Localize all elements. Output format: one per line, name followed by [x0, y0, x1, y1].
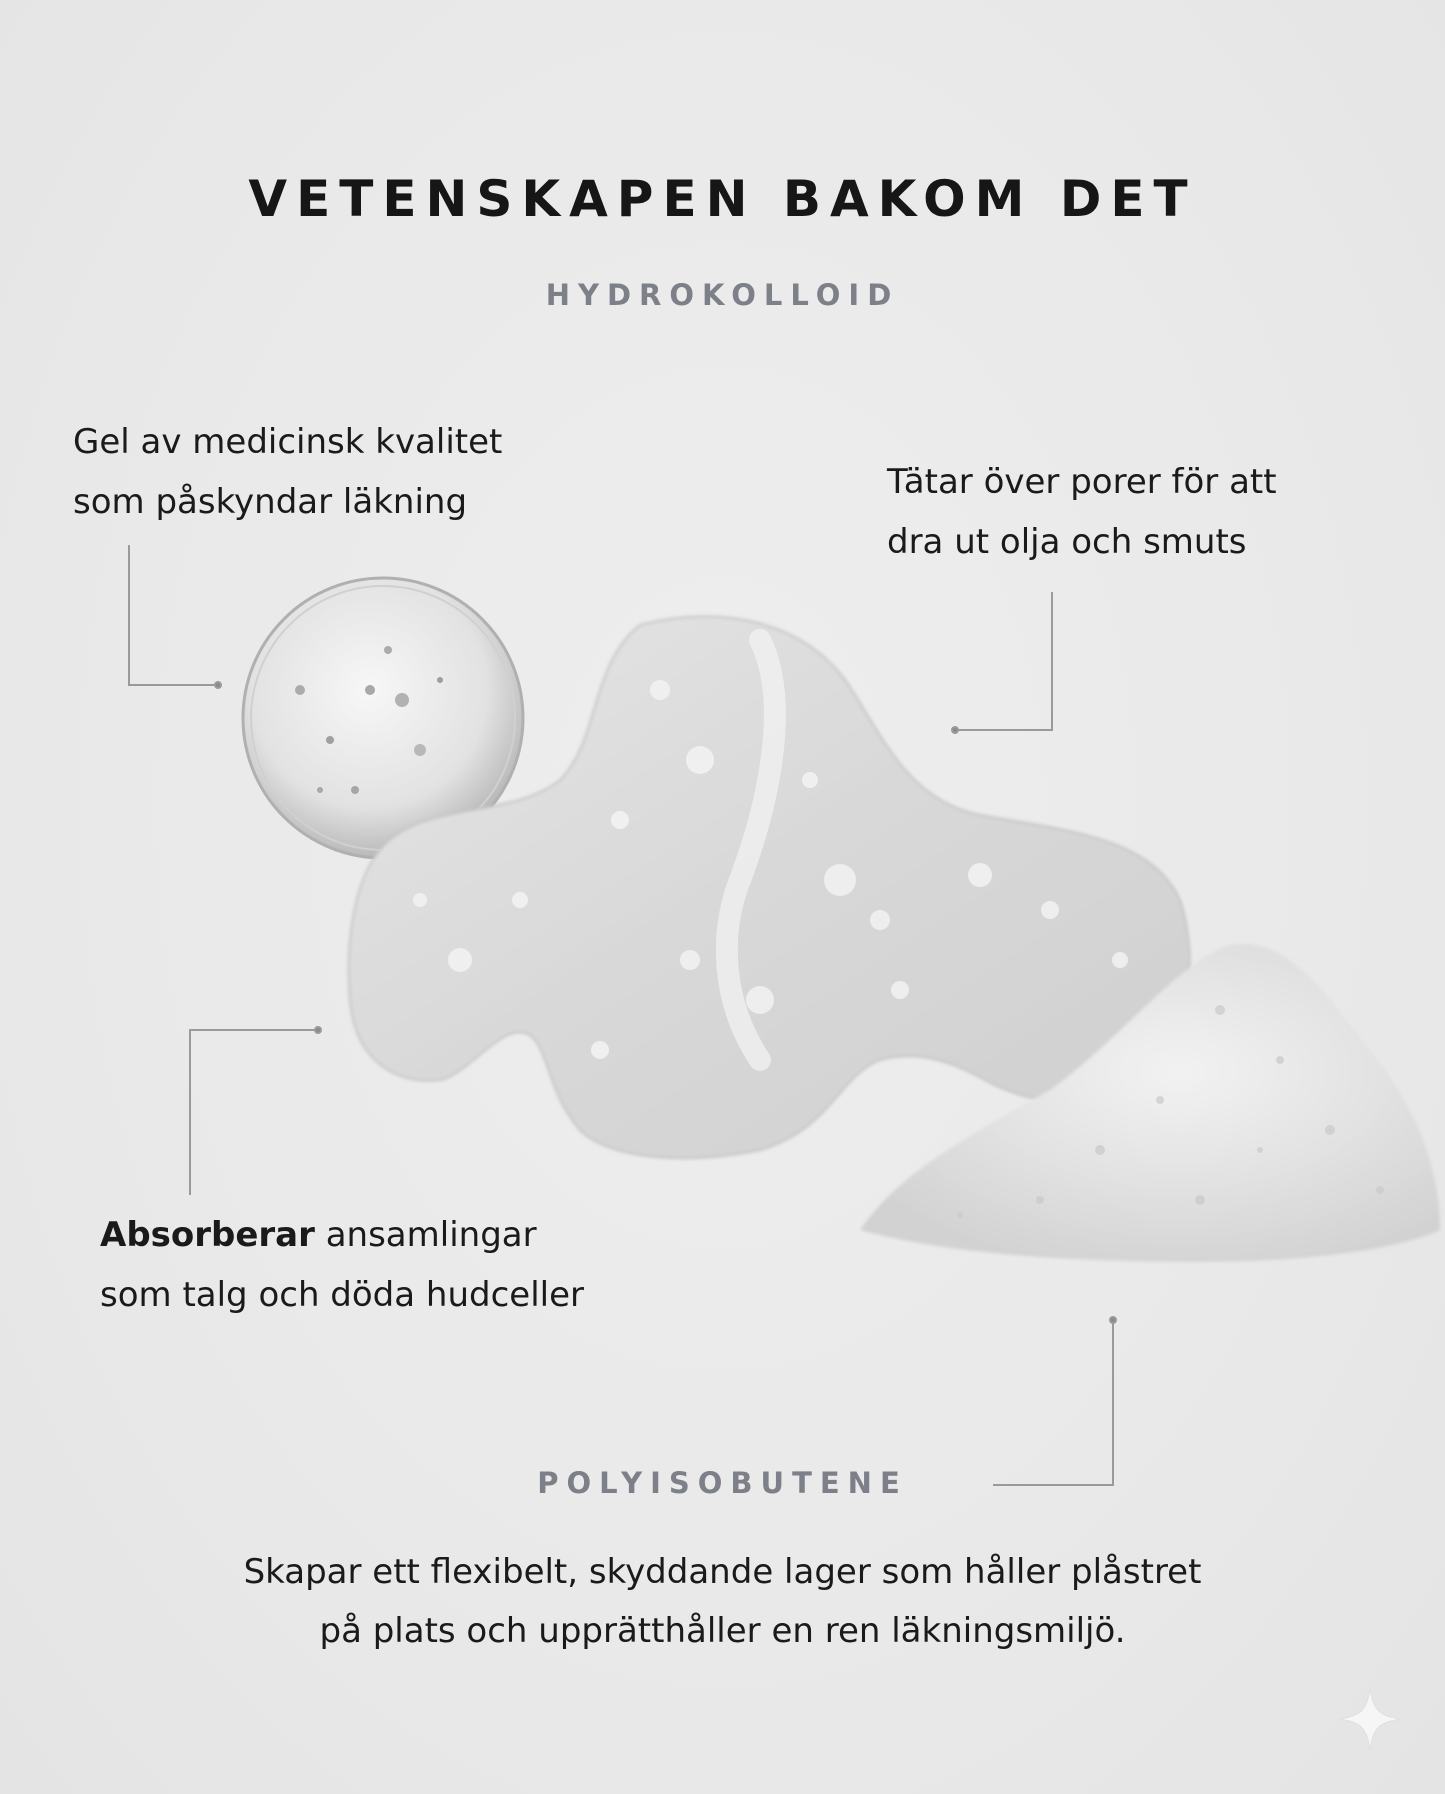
- callout-seal-line1: Tätar över porer för att: [887, 462, 1277, 502]
- callout-absorb-bold: Absorberar: [100, 1215, 315, 1255]
- polyisobutene-description: [0, 1543, 1445, 1661]
- callout-gel-line2: som påskyndar läkning: [73, 482, 468, 522]
- page-title: VETENSKAPEN BAKOM DET: [248, 170, 1197, 228]
- callout-absorb-rest: ansamlingar: [314, 1215, 537, 1255]
- section-label-hydrokolloid: HYDROKOLLOID: [545, 278, 900, 312]
- leader-gel: [129, 545, 218, 685]
- callout-gel-line1: Gel av medicinsk kvalitet: [73, 422, 503, 462]
- description-line2: på plats och upprätthåller en ren läkningsmiljö.: [319, 1611, 1126, 1651]
- callout-gel: [73, 412, 502, 532]
- callout-absorb-line1: [100, 1205, 584, 1265]
- callout-seal-line2: dra ut olja och smuts: [887, 522, 1247, 562]
- section-label-polyisobutene: POLYISOBUTENE: [537, 1466, 908, 1500]
- callout-seal: [887, 452, 1277, 572]
- leader-seal: [955, 592, 1052, 730]
- callout-absorb: [100, 1205, 584, 1325]
- leader-powder: [993, 1320, 1113, 1485]
- description-line1: Skapar ett flexibelt, skyddande lager som håller plåstret: [243, 1552, 1202, 1592]
- callout-absorb-line2: som talg och döda hudceller: [100, 1275, 584, 1315]
- leader-absorb: [190, 1030, 318, 1195]
- sparkle-icon: [1335, 1684, 1405, 1754]
